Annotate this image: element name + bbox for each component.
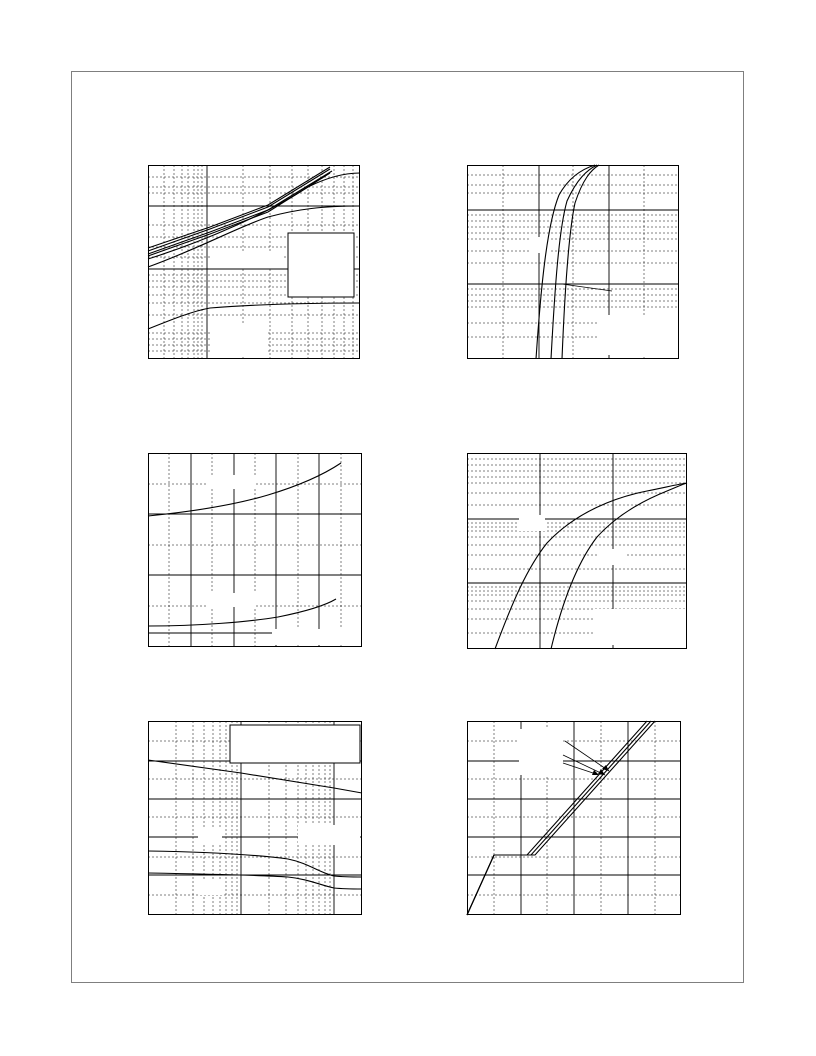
chart-3-label-gap xyxy=(206,475,256,489)
chart-3-series-1 xyxy=(148,463,341,516)
chart-6-label-gap xyxy=(519,729,563,775)
chart-4 xyxy=(467,453,687,649)
chart-3-label-gap-2 xyxy=(206,593,256,607)
chart-2-annotation-line xyxy=(562,284,612,291)
chart-5-label-gap-2 xyxy=(298,825,360,845)
chart-2-series-2 xyxy=(551,165,597,359)
chart-1-legend xyxy=(288,233,354,297)
chart-6-annotation-arrows xyxy=(563,741,609,775)
chart-2-series-1 xyxy=(536,165,595,359)
chart-2-label-gap-bottom xyxy=(597,315,677,355)
chart-1-label-gap-bottom xyxy=(210,325,266,355)
chart-5-label-gap xyxy=(198,829,222,845)
chart-1 xyxy=(148,165,360,359)
chart-2 xyxy=(467,165,679,359)
chart-5-label-gap-3 xyxy=(198,881,222,895)
chart-1-label-gap xyxy=(210,253,284,267)
chart-2-series-3 xyxy=(562,165,599,359)
chart-4-label-gap-bottom xyxy=(595,609,685,645)
chart-6 xyxy=(467,721,681,915)
chart-5-legend xyxy=(230,725,360,763)
chart-6-grid xyxy=(467,721,681,915)
chart-5-series-1 xyxy=(148,760,362,793)
chart-3 xyxy=(148,453,362,647)
chart-4-label-gap-2 xyxy=(597,549,627,565)
chart-3-label-gap-bottom xyxy=(272,629,360,645)
chart-5 xyxy=(148,721,362,915)
chart-4-label-gap xyxy=(519,515,545,531)
